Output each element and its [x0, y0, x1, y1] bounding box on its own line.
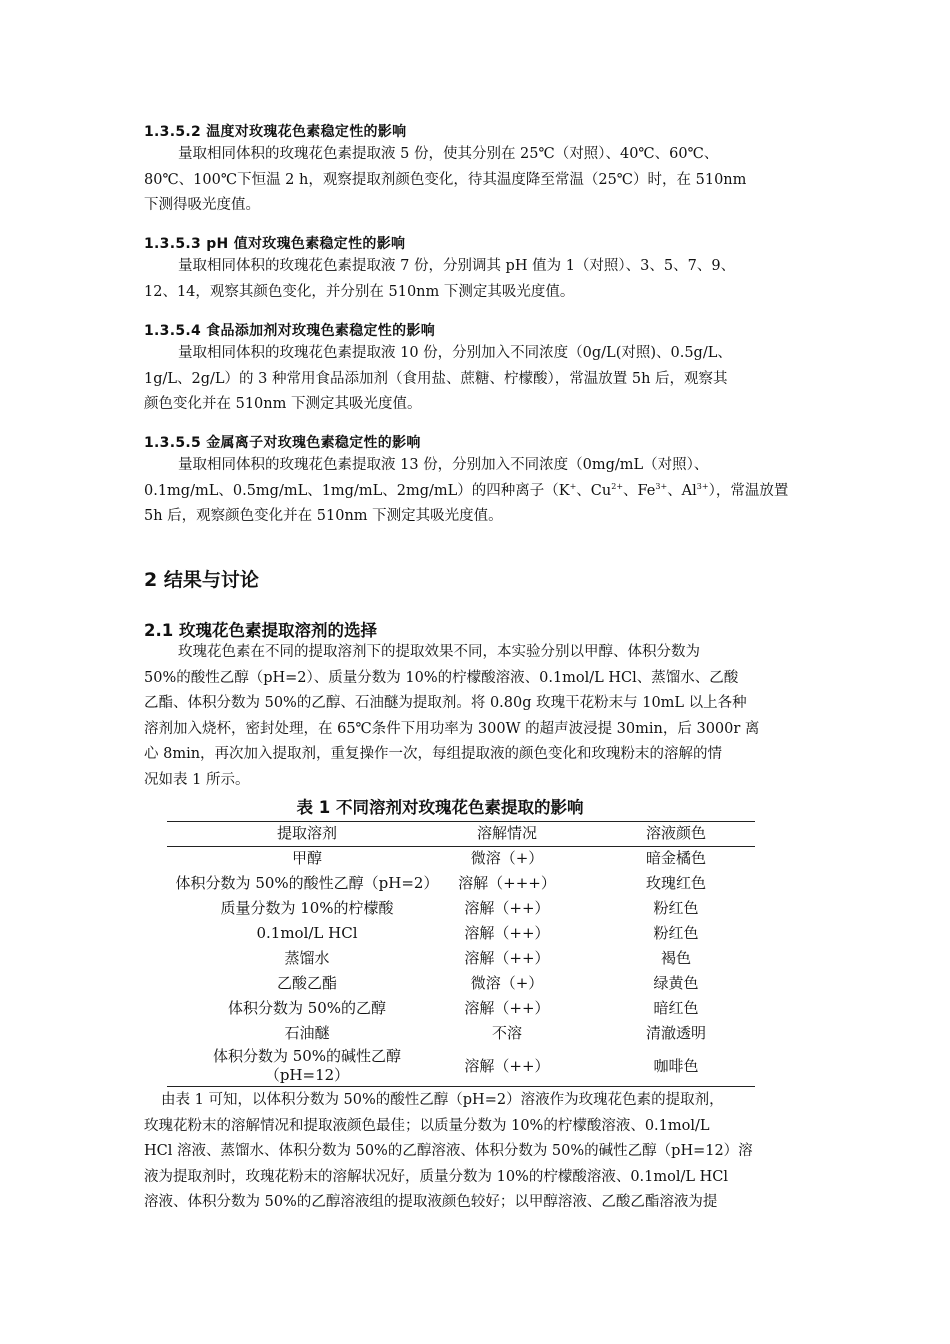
text-line: 玫瑰花粉末的溶解情况和提取液颜色最佳；以质量分数为 10%的柠檬酸溶液、0.1mol/L — [144, 1117, 710, 1134]
table-row — [167, 971, 755, 996]
text-line: 况如表 1 所示。 — [144, 771, 250, 788]
paragraph-discussion — [144, 1088, 810, 1216]
text-line: 溶剂加入烧杯，密封处理，在 65℃条件下用功率为 300W 的超声波浸提 30min，后 3000r 离 — [144, 720, 760, 737]
header-solubility: 溶解情况 — [476, 824, 537, 842]
paragraph-metal-ions — [144, 453, 810, 530]
cell-solubility: 溶解（++） — [464, 1057, 550, 1075]
cell-solvent: 甲醇 — [291, 849, 322, 867]
ion-charge: 3+ — [696, 481, 709, 491]
text-line: 玫瑰花色素在不同的提取溶剂下的提取效果不同，本实验分别以甲醇、体积分数为 — [178, 644, 700, 660]
paragraph-ph — [144, 254, 810, 305]
heading-1-3-5-4: 1.3.5.4 食品添加剂对玫瑰色素稳定性的影响 — [144, 323, 435, 339]
text-line: 乙酯、体积分数为 50%的乙醇、石油醚为提取剂。将 0.80g 玫瑰干花粉末与 10mL 以上各种 — [144, 695, 747, 711]
text-line: 量取相同体积的玫瑰花色素提取液 7 份，分别调其 pH 值为 1（对照）、3、5、7、9、 — [178, 258, 736, 274]
paragraph-food-additive — [144, 341, 810, 418]
cell-color: 玫瑰红色 — [645, 874, 706, 892]
heading-1-3-5-2: 1.3.5.2 温度对玫瑰花色素稳定性的影响 — [144, 124, 407, 140]
cell-solvent-line: 体积分数为 50%的碱性乙醇 — [212, 1047, 402, 1065]
text-line: 下测得吸光度值。 — [144, 197, 260, 213]
text-line: 溶液、体积分数为 50%的乙醇溶液组的提取液颜色较好；以甲醇溶液、乙酸乙酯溶液为提 — [144, 1194, 718, 1210]
table-row — [167, 846, 755, 871]
cell-color: 粉红色 — [653, 899, 699, 917]
cell-solvent-line: （pH=12） — [264, 1066, 350, 1084]
cell-solubility: 溶解（++） — [464, 999, 550, 1017]
table-row — [167, 921, 755, 946]
cell-solubility: 微溶（+） — [470, 974, 544, 992]
text-line: 心 8min，再次加入提取剂，重复操作一次，每组提取液的颜色变化和玫瑰粉末的溶解的情 — [144, 746, 723, 762]
ion-text: 、Cu — [576, 482, 612, 499]
table-row — [167, 896, 755, 921]
ion-charge: 2+ — [611, 481, 624, 491]
table-row — [167, 871, 755, 896]
cell-solvent: 体积分数为 50%的酸性乙醇（pH=2） — [175, 874, 439, 892]
cell-color: 暗红色 — [653, 999, 699, 1017]
heading-1-3-5-5: 1.3.5.5 金属离子对玫瑰色素稳定性的影响 — [144, 435, 421, 451]
text-line: 由表 1 可知，以体积分数为 50%的酸性乙醇（pH=2）溶液作为玫瑰花色素的提取剂， — [161, 1092, 724, 1108]
table-header-row — [167, 821, 755, 846]
table-row — [167, 1021, 755, 1046]
cell-solvent — [167, 1047, 447, 1085]
ion-text: ），常温放置 — [708, 482, 789, 499]
text-line: 1g/L、2g/L）的 3 种常用食品添加剂（食用盐、蔗糖、柠檬酸），常温放置 5h 后，观察其 — [144, 370, 728, 387]
cell-solvent: 蒸馏水 — [284, 949, 330, 967]
table-row — [167, 1046, 755, 1086]
cell-solvent: 质量分数为 10%的柠檬酸 — [220, 899, 394, 917]
cell-color: 褐色 — [660, 949, 691, 967]
text-line: 12、14，观察其颜色变化，并分别在 510nm 下测定其吸光度值。 — [144, 283, 575, 300]
cell-solvent: 0.1mol/L HCl — [256, 924, 358, 942]
ion-charge: 3+ — [655, 481, 668, 491]
cell-solubility: 微溶（+） — [470, 849, 544, 867]
text-line: 量取相同体积的玫瑰花色素提取液 10 份，分别加入不同浓度（0g/L(对照)、0.5g/L、 — [178, 345, 732, 361]
ion-text: 、Fe — [623, 482, 656, 499]
ion-charge: + — [569, 481, 577, 491]
table-row — [167, 946, 755, 971]
cell-color: 清澈透明 — [645, 1024, 706, 1042]
chapter-heading: 2 结果与讨论 — [144, 569, 259, 591]
header-color: 溶液颜色 — [645, 824, 706, 842]
cell-solubility: 溶解（+++） — [458, 874, 556, 892]
cell-color: 咖啡色 — [653, 1057, 699, 1075]
cell-solubility: 不溶 — [491, 1024, 522, 1042]
cell-solubility: 溶解（++） — [464, 949, 550, 967]
table-row — [167, 996, 755, 1021]
text-line: 5h 后，观察颜色变化并在 510nm 下测定其吸光度值。 — [144, 508, 503, 524]
cell-color: 暗金橘色 — [645, 849, 706, 867]
ion-text: 、Al — [667, 482, 697, 499]
text-line: 颜色变化并在 510nm 下测定其吸光度值。 — [144, 396, 422, 412]
cell-solvent: 石油醚 — [284, 1024, 330, 1042]
header-solvent: 提取溶剂 — [276, 824, 337, 842]
cell-solubility: 溶解（++） — [464, 924, 550, 942]
table-bottom-rule — [167, 1086, 755, 1087]
paragraph-temperature — [144, 142, 810, 219]
cell-color: 绿黄色 — [653, 974, 699, 992]
text-line: HCl 溶液、蒸馏水、体积分数为 50%的乙醇溶液、体积分数为 50%的碱性乙醇（pH=12）溶 — [144, 1143, 753, 1159]
cell-solubility: 溶解（++） — [464, 899, 550, 917]
cell-solvent: 体积分数为 50%的乙醇 — [227, 999, 387, 1017]
cell-solvent: 乙酸乙酯 — [276, 974, 337, 992]
table-caption: 表 1 不同溶剂对玫瑰花色素提取的影响 — [296, 798, 584, 817]
ion-text: 0.1mg/mL、0.5mg/mL、1mg/mL、2mg/mL）的四种离子（K — [144, 482, 570, 499]
heading-1-3-5-3: 1.3.5.3 pH 值对玫瑰色素稳定性的影响 — [144, 236, 406, 252]
text-line: 50%的酸性乙醇（pH=2）、质量分数为 10%的柠檬酸溶液、0.1mol/L HCl、蒸馏水、乙酸 — [144, 669, 739, 686]
section-heading-2-1: 2.1 玫瑰花色素提取溶剂的选择 — [144, 621, 377, 640]
text-line: 量取相同体积的玫瑰花色素提取液 5 份，使其分别在 25℃（对照）、40℃、60℃、 — [178, 146, 719, 162]
paragraph-solvent-selection — [144, 640, 810, 793]
text-line: 液为提取剂时，玫瑰花粉末的溶解状况好，质量分数为 10%的柠檬酸溶液、0.1mol/L HCl — [144, 1168, 729, 1185]
text-line-ions — [144, 479, 810, 505]
text-line: 量取相同体积的玫瑰花色素提取液 13 份，分别加入不同浓度（0mg/mL（对照）、 — [178, 457, 709, 473]
cell-color: 粉红色 — [653, 924, 699, 942]
text-line: 80℃、100℃下恒温 2 h，观察提取剂颜色变化，待其温度降至常温（25℃）时，在 510nm — [144, 171, 747, 188]
